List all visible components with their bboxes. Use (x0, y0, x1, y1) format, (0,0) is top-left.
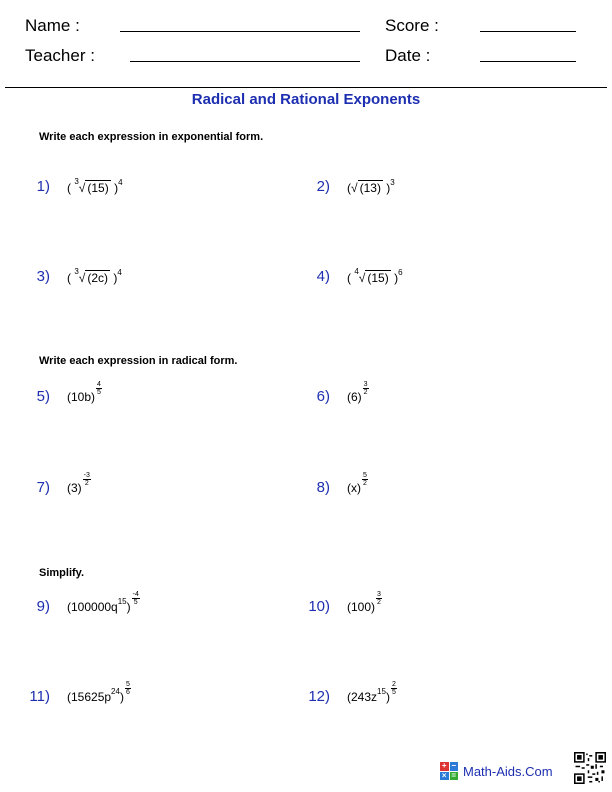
problem-number: 10) (308, 598, 330, 615)
header-divider (5, 87, 607, 88)
problem-expression: $(243z^{15})$ $\frac{2}{5}$ (347, 681, 396, 704)
problem-expression: (100) $\frac{3}{2}$ (347, 591, 381, 614)
problem-expression: $(100000q^{15})$ $\frac{-4}{5}$ (67, 591, 139, 614)
problem-expression: (√ (13) )$^3$ (347, 178, 395, 195)
problem-expression: (3) $\frac{-3}{2}$ (67, 472, 90, 495)
problem-number: 5) (36, 388, 50, 405)
problem-number: 12) (308, 688, 330, 705)
problem-number: 4) (316, 268, 330, 285)
date-label: Date : (385, 46, 431, 65)
name-field-line[interactable] (120, 31, 360, 32)
name-label: Name : (25, 16, 80, 35)
problem-expression: ( $^4$√ (15) )$^6$ (347, 267, 403, 285)
problem-number: 1) (36, 178, 50, 195)
problem-number: 9) (36, 598, 50, 615)
problem-expression: $(15625p^{24})$ $\frac{5}{6}$ (67, 681, 130, 704)
problem-expression: ( $^3$√ (15) )$^4$ (67, 177, 123, 195)
problem-expression: (6) $\frac{3}{2}$ (347, 381, 368, 404)
qr-code-icon (574, 752, 606, 784)
section-instruction: Simplify. (39, 567, 85, 579)
math-aids-logo[interactable] (440, 762, 553, 780)
problem-expression: ( $^3$√ (2c) )$^4$ (67, 267, 122, 285)
problem-expression: (10b) $\frac{4}{5}$ (67, 381, 101, 404)
worksheet-title: Radical and Rational Exponents (191, 91, 421, 108)
problem-number: 2) (316, 178, 330, 195)
score-field-line[interactable] (480, 31, 576, 32)
teacher-label: Teacher : (25, 46, 95, 65)
section-instruction: Write each expression in radical form. (39, 355, 238, 367)
score-label: Score : (385, 16, 439, 35)
section-instruction: Write each expression in exponential form. (39, 131, 264, 143)
problem-number: 7) (36, 479, 50, 496)
teacher-field-line[interactable] (130, 61, 360, 62)
problem-expression: (x) $\frac{5}{2}$ (347, 472, 367, 495)
date-field-line[interactable] (480, 61, 576, 62)
problem-number: 6) (316, 388, 330, 405)
problem-number: 11) (29, 688, 50, 705)
brand-text: Math-Aids.Com (463, 763, 553, 779)
problem-number: 3) (36, 268, 50, 285)
problem-number: 8) (316, 479, 330, 496)
calculator-icon: + − × = (441, 761, 457, 780)
